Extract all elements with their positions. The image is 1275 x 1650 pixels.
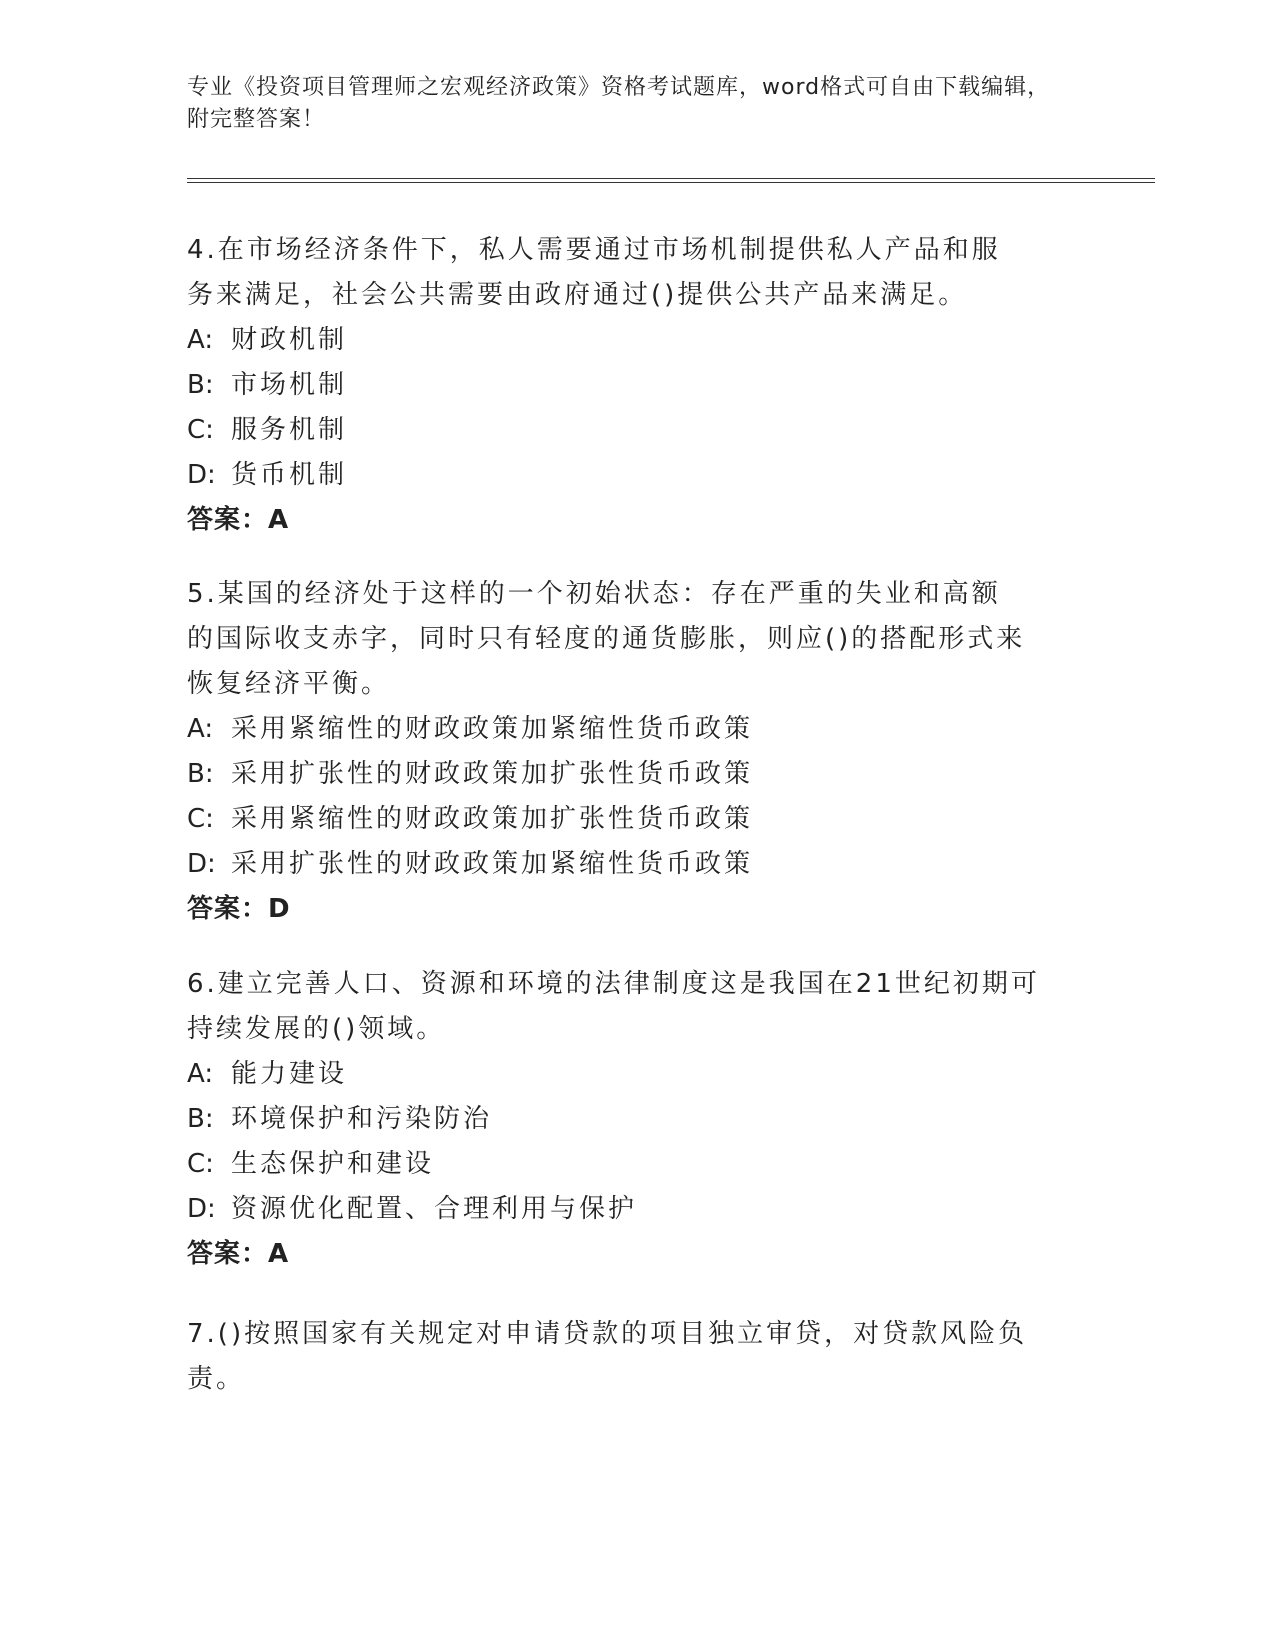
option-text: 市场机制 [231,370,348,400]
option-a [187,707,1087,752]
question-stem: 4.在市场经济条件下，私人需要通过市场机制提供私人产品和服务来满足，社会公共需要由政府通过()提供公共产品来满足。 [187,235,1001,310]
option-b [187,752,1087,797]
document-header: 专业《投资项目管理师之宏观经济政策》资格考试题库，word格式可自由下载编辑，附完整答案！ [187,75,1051,132]
option-letter: C: [187,415,214,445]
option-c [187,1142,1087,1187]
option-text: 环境保护和污染防治 [231,1104,493,1134]
question-6 [187,962,1087,1277]
option-text: 资源优化配置、合理利用与保护 [231,1194,638,1224]
option-letter: C: [187,804,214,834]
option-letter: D: [187,1194,216,1224]
option-letter: D: [187,849,216,879]
option-letter: A: [187,1059,214,1089]
option-text: 服务机制 [231,415,348,445]
option-text: 采用扩张性的财政政策加紧缩性货币政策 [231,849,754,879]
option-letter: B: [187,759,214,789]
answer-label: 答案：D [187,894,291,924]
option-b [187,1097,1087,1142]
question-stem: 6.建立完善人口、资源和环境的法律制度这是我国在21世纪初期可持续发展的()领域。 [187,969,1040,1044]
option-c [187,797,1087,842]
option-d [187,842,1087,887]
question-stem: 7.()按照国家有关规定对申请贷款的项目独立审贷，对贷款风险负责。 [187,1319,1028,1394]
option-text: 采用紧缩性的财政政策加紧缩性货币政策 [231,714,754,744]
option-text: 能力建设 [231,1059,348,1089]
option-a [187,318,1087,363]
option-text: 生态保护和建设 [231,1149,435,1179]
option-text: 采用紧缩性的财政政策加扩张性货币政策 [231,804,754,834]
option-text: 货币机制 [231,460,348,490]
header-divider [187,178,1155,179]
question-7 [187,1312,1087,1402]
answer-label: 答案：A [187,505,290,535]
question-5 [187,572,1087,932]
option-c [187,408,1087,453]
option-letter: B: [187,1104,214,1134]
header-divider-double [187,182,1155,183]
option-d [187,1187,1087,1232]
option-text: 采用扩张性的财政政策加扩张性货币政策 [231,759,754,789]
answer-label: 答案：A [187,1239,290,1269]
option-b [187,363,1087,408]
option-letter: C: [187,1149,214,1179]
option-a [187,1052,1087,1097]
option-letter: A: [187,325,214,355]
option-letter: D: [187,460,216,490]
question-4 [187,228,1087,543]
option-d [187,453,1087,498]
option-text: 财政机制 [231,325,348,355]
question-stem: 5.某国的经济处于这样的一个初始状态：存在严重的失业和高额的国际收支赤字，同时只有轻度的通货膨胀，则应()的搭配形式来恢复经济平衡。 [187,579,1026,699]
option-letter: A: [187,714,214,744]
option-letter: B: [187,370,214,400]
